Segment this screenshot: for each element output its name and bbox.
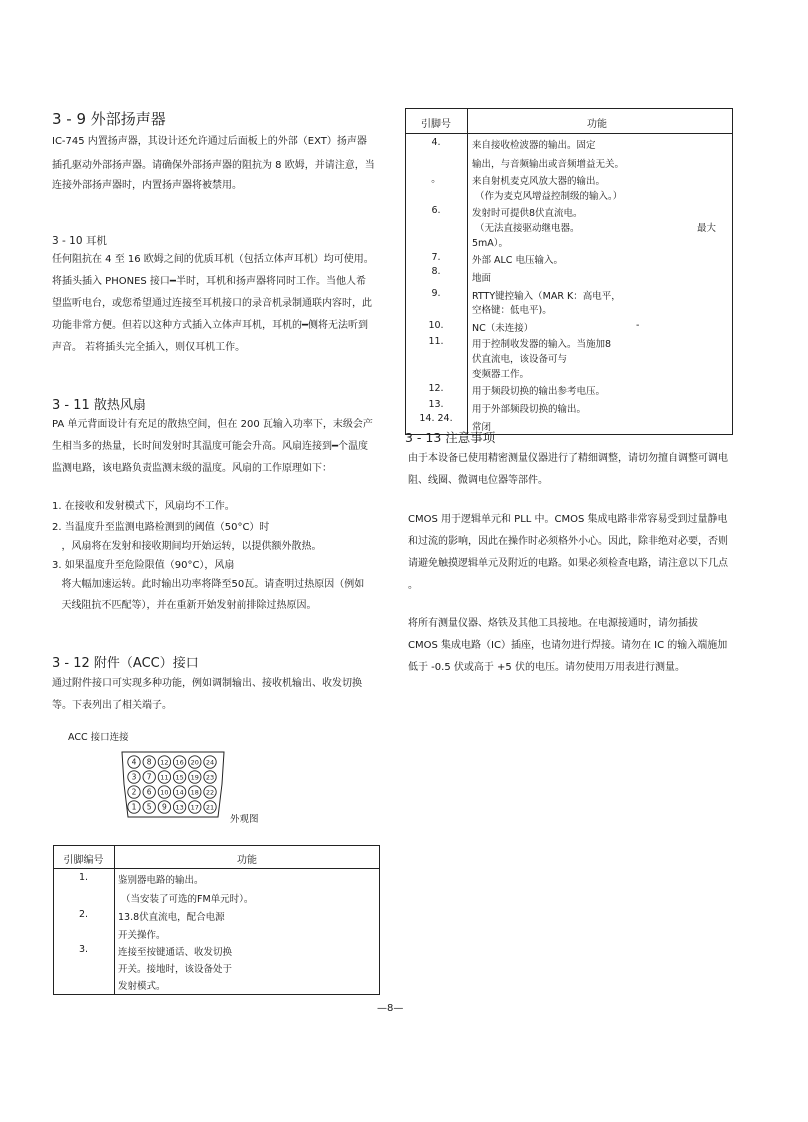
table-pin: 10. xyxy=(428,320,444,331)
connector-pin-label: 13 xyxy=(175,803,184,812)
table-function: 鉴别器电路的输出。 xyxy=(118,875,204,886)
table-function: NC（未连接） xyxy=(472,323,534,334)
connector-pin-label: 21 xyxy=(205,803,215,812)
table-function: （作为麦克风增益控制级的输入。） xyxy=(472,191,623,202)
table-function: （当安装了可选的FM单元时）。 xyxy=(118,894,254,905)
table-function: 空格键：低电平)。 xyxy=(472,305,552,316)
table-pin: 9. xyxy=(431,288,441,299)
section-3-10-line: 将插头插入 PHONES 接口━半时，耳机和扬声器将同时工作。当他人希 xyxy=(52,276,366,287)
connector-pin-label: 1 xyxy=(131,802,137,812)
table-function: 开关操作。 xyxy=(118,930,166,941)
connector-pin-label: 24 xyxy=(205,758,215,767)
connector-pin-label: 23 xyxy=(205,773,215,782)
table-function: 发射时可提供8伏直流电。 xyxy=(472,208,583,219)
section-3-13-line: 低于 -0.5 伏或高于 +5 伏的电压。请勿使用万用表进行测量。 xyxy=(408,662,685,673)
section-3-13-line: CMOS 集成电路（IC）插座，也请勿进行焊接。请勿在 IC 的输入端施加 xyxy=(408,640,728,651)
table-function: 用于频段切换的输出参考电压。 xyxy=(472,386,606,397)
table-function: （无法直接驱动继电器。 xyxy=(472,223,580,234)
table-function: 地面 xyxy=(472,273,492,284)
pin-group xyxy=(128,756,216,813)
section-3-12-line: 通过附件接口可实现多种功能，例如调制输出、接收机输出、收发切换 xyxy=(52,678,362,689)
table-function: 来自接收检波器的输出。固定 xyxy=(472,140,596,151)
acc-connector-label: ACC 接口连接 xyxy=(68,732,129,743)
fan-list-item: 2. 当温度升至监测电路检测到的阈值（50°C）时 xyxy=(52,522,270,533)
section-3-11-line: PA 单元背面设计有充足的散热空间，但在 200 瓦输入功率下，末级会产 xyxy=(52,419,373,430)
section-3-9-line: IC-745 内置扬声器，其设计还允许通过后面板上的外部（EXT）扬声器 xyxy=(52,136,367,147)
table-pin: 13. xyxy=(428,399,444,410)
table-function: 最大 xyxy=(697,223,717,234)
table-function: 外部 ALC 电压输入。 xyxy=(472,255,563,266)
table-pin: 14. 24. xyxy=(419,413,453,424)
connector-pin-label: 12 xyxy=(160,758,169,767)
table-function: RTTY键控输入（MAR K：高电平， xyxy=(472,291,621,302)
section-3-11-line: 生相当多的热量，长时间发射时其温度可能会升高。风扇连接到━个温度 xyxy=(52,441,369,452)
table-function: 用于控制收发器的输入。当施加8 xyxy=(472,339,612,350)
section-title-3-12: 3 - 12 附件（ACC）接口 xyxy=(52,656,199,671)
connector-pin-label: 10 xyxy=(160,788,169,797)
section-3-13-line: 。 xyxy=(408,580,418,591)
table-header-divider xyxy=(53,868,380,869)
connector-pin-label: 11 xyxy=(160,773,169,782)
view-label: 外观图 xyxy=(230,814,259,825)
table-function: 发射模式。 xyxy=(118,981,166,992)
table-pin: 6. xyxy=(431,205,441,216)
connector-pin-label: 7 xyxy=(146,772,152,782)
table-function: 开关。接地时，该设备处于 xyxy=(118,964,233,975)
section-3-10-line: 功能非常方便。但若以这种方式插入立体声耳机，耳机的━侧将无法听到 xyxy=(52,320,369,331)
table-header-function: 功能 xyxy=(587,119,607,130)
table-column-divider xyxy=(114,845,115,995)
section-3-12-line: 等。下表列出了相关端子。 xyxy=(52,700,172,711)
table-header-divider xyxy=(405,133,733,134)
table-function: 来自射机麦克风放大器的输出。 xyxy=(472,176,606,187)
connector-pin-label: 19 xyxy=(190,773,199,782)
connector-pin-label: 20 xyxy=(190,758,199,767)
connector-pin-label: 5 xyxy=(146,802,152,812)
table-function: 5mA）。 xyxy=(472,238,509,249)
table-pin: 4. xyxy=(431,137,441,148)
connector-pin-label: 2 xyxy=(131,787,137,797)
table-function: 输出，与音频输出或音频增益无关。 xyxy=(472,159,625,170)
table-function: 连接至按键通话、收发切换 xyxy=(118,947,233,958)
table-function: 伏直流电，该设备可与 xyxy=(472,354,568,365)
acc-connector-diagram xyxy=(118,750,228,820)
page-number: —8— xyxy=(377,1003,404,1014)
connector-pin-label: 15 xyxy=(175,773,184,782)
fan-list-item: 1. 在接收和发射模式下，风扇均不工作。 xyxy=(52,501,235,512)
section-3-13-line: 阻、线圈、微调电位器等部件。 xyxy=(408,475,548,486)
fan-list-item: 将大幅加速运转。此时输出功率将降至50瓦。请查明过热原因（例如 xyxy=(52,579,365,590)
table-pin: 11. xyxy=(428,336,444,347)
table-column-divider xyxy=(467,108,468,435)
table-header-pin: 引脚号 xyxy=(421,119,451,130)
connector-pin-label: 6 xyxy=(146,787,152,797)
connector-pin-label: 17 xyxy=(190,803,199,812)
section-3-13-line: 将所有测量仪器、烙铁及其他工具接地。在电源接通时，请勿插拔 xyxy=(408,618,698,629)
section-3-13-line: CMOS 用于逻辑单元和 PLL 中。CMOS 集成电路非常容易受到过量静电 xyxy=(408,514,728,525)
table-pin: 1. xyxy=(78,872,89,883)
table-header-function: 功能 xyxy=(237,855,257,866)
connector-pin-label: 9 xyxy=(162,802,167,812)
table-function: 常闭 xyxy=(472,422,492,433)
table-function: 用于外部频段切换的输出。 xyxy=(472,404,587,415)
connector-pin-label: 18 xyxy=(190,788,199,797)
section-3-11-line: 监测电路，该电路负责监测末级的温度。风扇的工作原理如下： xyxy=(52,463,332,474)
fan-list-item: 天线阻抗不匹配等），并在重新开始发射前排除过热原因。 xyxy=(52,600,317,611)
section-3-13-line: 由于本设备已使用精密测量仪器进行了精细调整，请切勿擅自调整可调电 xyxy=(408,453,728,464)
section-3-10-line: 声音。 若将插头完全插入，则仅耳机工作。 xyxy=(52,342,246,353)
section-title-3-13: 3 - 13 注意事项 xyxy=(405,430,496,445)
section-3-10-line: 望监听电台，或您希望通过连接至耳机接口的录音机录制通联内容时，此 xyxy=(52,298,372,309)
connector-pin-label: 3 xyxy=(131,772,137,782)
section-title-3-9: 3 - 9 外部扬声器 xyxy=(52,110,166,128)
table-pin: 7. xyxy=(431,252,441,263)
table-pin: 12. xyxy=(428,383,444,394)
section-title-3-10: 3 - 10 耳机 xyxy=(52,235,107,247)
table-pin: 3. xyxy=(78,944,89,955)
table-function: 13.8伏直流电，配合电源 xyxy=(118,912,225,923)
table-header-pin: 引脚编号 xyxy=(63,855,104,866)
section-title-3-11: 3 - 11 散热风扇 xyxy=(52,398,146,413)
table-function: - xyxy=(636,320,640,331)
section-3-9-line: 连接外部扬声器时，内置扬声器将被禁用。 xyxy=(52,180,242,191)
connector-pin-label: 4 xyxy=(131,757,137,767)
table-pin: 2. xyxy=(78,909,89,920)
table-pin: 8. xyxy=(431,266,441,277)
section-3-13-line: 请避免触摸逻辑单元及附近的电路。如果必须检查电路，请注意以下几点 xyxy=(408,558,728,569)
connector-pin-label: 16 xyxy=(175,758,184,767)
section-3-13-line: 和过流的影响，因此在操作时必须格外小心。因此，除非绝对必要，否则 xyxy=(408,536,728,547)
connector-pin-label: 22 xyxy=(205,788,215,797)
fan-list-item: ，风扇将在发射和接收期间均开始运转，以提供额外散热。 xyxy=(52,541,322,552)
connector-pin-label: 8 xyxy=(146,757,152,767)
table-function: 变频器工作。 xyxy=(472,369,530,380)
section-3-9-line: 插孔驱动外部扬声器。请确保外部扬声器的阻抗为 8 欧姆，并请注意，当 xyxy=(52,160,375,171)
table-pin: 。 xyxy=(431,174,441,185)
section-3-10-line: 任何阻抗在 4 至 16 欧姆之间的优质耳机（包括立体声耳机）均可使用。 xyxy=(52,254,374,265)
fan-list-item: 3. 如果温度升至危险限值（90°C），风扇 xyxy=(52,560,235,571)
connector-pin-label: 14 xyxy=(175,788,184,797)
